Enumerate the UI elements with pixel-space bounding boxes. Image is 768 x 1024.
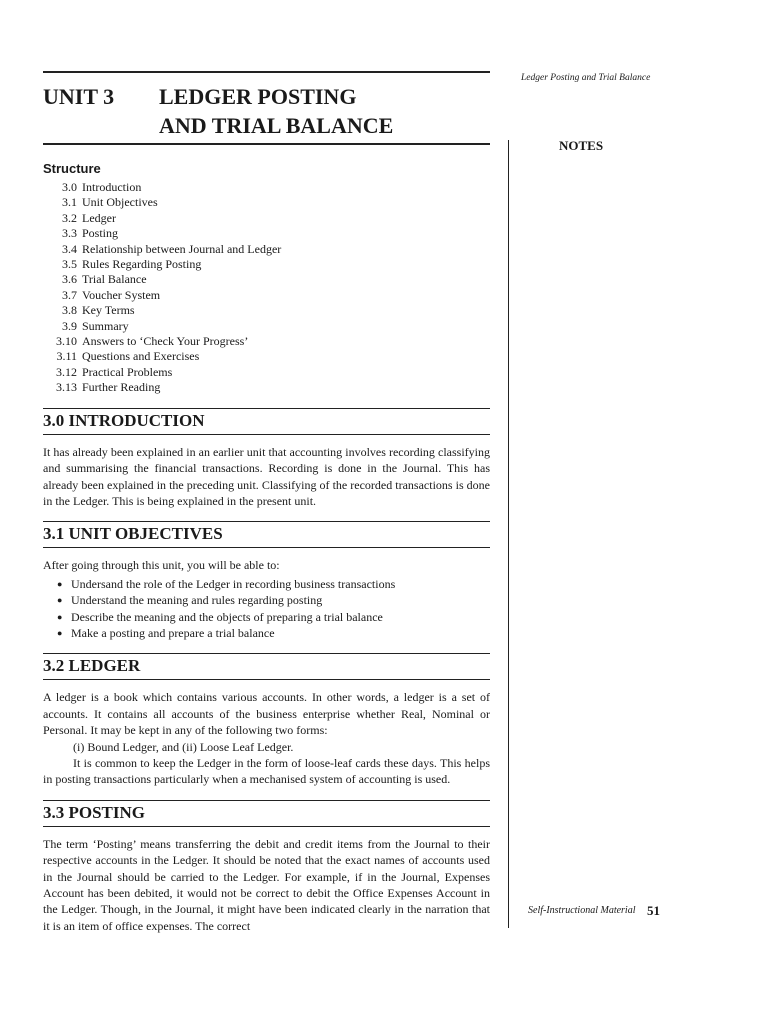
unit-title-line-1: LEDGER POSTING xyxy=(159,84,357,109)
posting-paragraph: The term ‘Posting’ means transferring the debit and credit items from the Journal to their respective accounts in the Ledger. It should be noted that the exact names of accounts used in the Journal should be carried to the Ledger. For example, if in the Journal, Expenses Account has been debited, it would not be correct to debit the Office Expenses Account in the Ledger. Though, in the Journal, it might have been indicated clearly in the narration that it is an item of office expenses. The correct xyxy=(43,836,490,933)
bullet-icon: ● xyxy=(57,578,63,589)
title-rule xyxy=(43,143,490,145)
unit-heading xyxy=(43,82,490,140)
bullet-icon: ● xyxy=(57,627,63,638)
list-item: ● Undersand the role of the Ledger in recording business transactions xyxy=(57,576,396,591)
list-item: ● Make a posting and prepare a trial balance xyxy=(57,625,275,640)
running-head: Ledger Posting and Trial Balance xyxy=(521,73,651,83)
notes-label: NOTES xyxy=(559,138,604,153)
unit-number: UNIT 3 xyxy=(43,84,115,109)
toc-item[interactable]: 3.8 Key Terms xyxy=(62,303,135,318)
toc-item[interactable]: 3.13 Further Reading xyxy=(56,380,161,395)
toc-item[interactable]: 3.0 Introduction xyxy=(62,180,142,194)
unit-title xyxy=(159,82,393,140)
structure-heading: Structure xyxy=(43,161,101,176)
section-posting xyxy=(43,800,490,827)
toc-item[interactable]: 3.5 Rules Regarding Posting xyxy=(62,257,202,272)
footer-label: Self-Instructional Material xyxy=(528,905,636,916)
toc-item[interactable]: 3.3 Posting xyxy=(62,226,119,241)
bullet-icon: ● xyxy=(57,611,63,622)
section-heading: 3.1 UNIT OBJECTIVES xyxy=(43,524,223,544)
bullet-icon: ● xyxy=(57,595,63,606)
structure-list xyxy=(43,180,490,396)
ledger-paragraph-2: It is common to keep the Ledger in the form of loose-leaf cards these days. This helps in posting transactions particularly when a mechanised system of accounting is used. xyxy=(43,755,490,787)
section-heading: 3.0 INTRODUCTION xyxy=(43,410,205,430)
section-heading: 3.3 POSTING xyxy=(43,802,146,822)
page-number: 51 xyxy=(647,903,660,918)
intro-paragraph: It has already been explained in an earlier unit that accounting involves recording classifying and summarising the financial transactions. Recording is done in the Journal. This has already been explained in the preceding unit. Classifying of the recorded transactions is done in the Ledger. This is being explained in the present unit. xyxy=(43,444,490,508)
top-rule xyxy=(43,71,490,73)
section-objectives xyxy=(43,521,490,548)
unit-title-line-2: AND TRIAL BALANCE xyxy=(159,113,394,138)
margin-divider xyxy=(508,140,509,928)
toc-item[interactable]: 3.12 Practical Problems xyxy=(56,364,173,379)
toc-item[interactable]: 3.7 Voucher System xyxy=(62,287,161,302)
objectives-list xyxy=(43,576,490,642)
list-item: ● Understand the meaning and rules regarding posting xyxy=(57,593,323,608)
main-column xyxy=(43,71,490,934)
section-heading: 3.2 LEDGER xyxy=(43,656,141,676)
ledger-forms: (i) Bound Ledger, and (ii) Loose Leaf Ledger. xyxy=(73,739,294,754)
toc-item[interactable]: 3.10 Answers to ‘Check Your Progress’ xyxy=(56,334,249,349)
toc-item[interactable]: 3.11 Questions and Exercises xyxy=(56,349,200,364)
section-ledger xyxy=(43,653,490,680)
section-introduction xyxy=(43,408,490,435)
objectives-lead: After going through this unit, you will be able to: xyxy=(43,558,280,573)
list-item: ● Describe the meaning and the objects of preparing a trial balance xyxy=(57,609,383,624)
ledger-paragraph: A ledger is a book which contains various accounts. In other words, a ledger is a set of accounts. It contains all accounts of the business enterprise whether Real, Nominal or Personal. It may be kept in any of the following two forms: xyxy=(43,690,490,738)
toc-item[interactable]: 3.9 Summary xyxy=(62,318,129,333)
toc-item[interactable]: 3.2 Ledger xyxy=(62,210,116,225)
toc-item[interactable]: 3.6 Trial Balance xyxy=(62,272,147,287)
toc-item[interactable]: 3.4 Relationship between Journal and Ledger xyxy=(62,241,282,256)
toc-item[interactable]: 3.1 Unit Objectives xyxy=(62,195,158,210)
